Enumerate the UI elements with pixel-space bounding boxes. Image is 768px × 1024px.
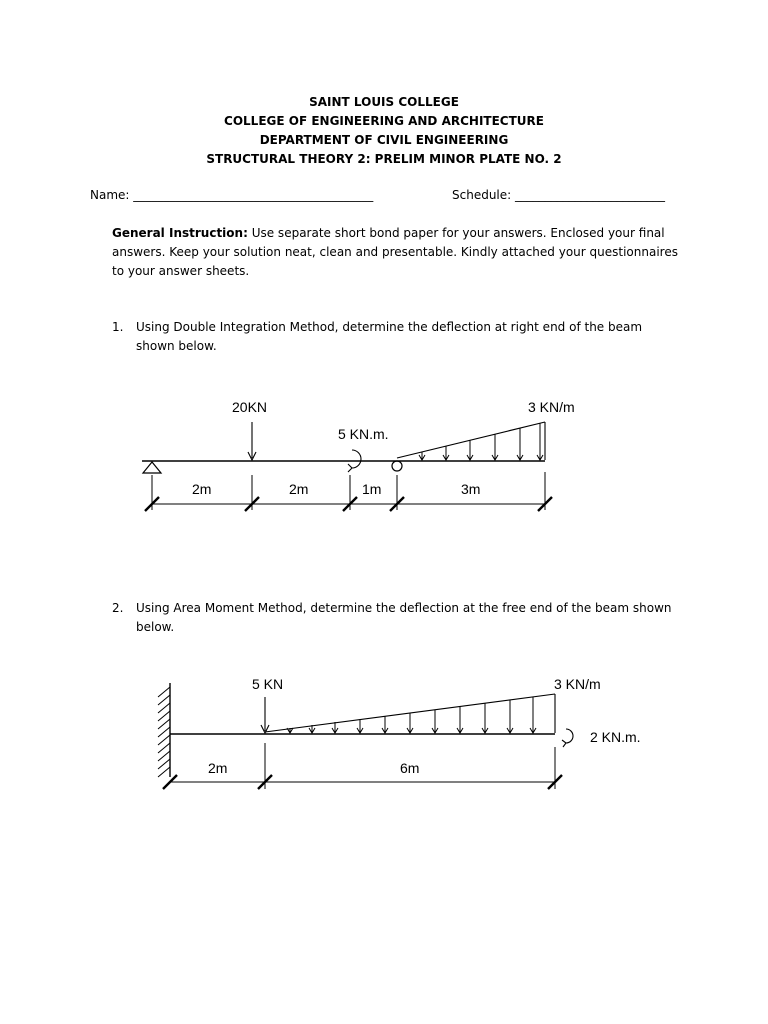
college-name: SAINT LOUIS COLLEGE	[309, 95, 459, 109]
moment-arrow	[352, 450, 361, 468]
dim-label-1: 2m	[208, 760, 228, 776]
department-name: DEPARTMENT OF CIVIL ENGINEERING	[259, 133, 509, 147]
question-number: 2.	[112, 601, 124, 615]
dim-label-2: 6m	[400, 760, 420, 776]
dim-label-2: 2m	[289, 481, 309, 497]
moment-label: 5 KN.m.	[338, 426, 389, 442]
dim-label-1: 2m	[192, 481, 212, 497]
distributed-load-label: 3 KN/m	[554, 676, 601, 692]
beam-diagram-2	[0, 665, 768, 805]
pin-support	[143, 462, 161, 473]
instruction-label: General Instruction:	[112, 226, 248, 240]
name-label: Name:	[90, 188, 130, 202]
schedule-field	[452, 186, 665, 205]
point-load-label: 5 KN	[252, 676, 284, 692]
college-of-engineering: COLLEGE OF ENGINEERING AND ARCHITECTURE	[224, 114, 544, 128]
schedule-blank: _________________________	[515, 188, 666, 202]
moment-arrow	[566, 729, 573, 743]
question-text: Using Area Moment Method, determine the deflection at the free end of the beam shown below.	[136, 601, 672, 634]
point-load-label: 20KN	[232, 399, 268, 415]
name-field	[90, 186, 373, 205]
schedule-label: Schedule:	[452, 188, 512, 202]
instruction-text: Use separate short bond paper for your answers. Enclosed your final answers. Keep your solution neat, clean and presentable. Kindly attached your questionnaires to your answer sheets.	[112, 226, 678, 278]
dim-label-3: 1m	[362, 481, 382, 497]
question-number: 1.	[112, 320, 124, 334]
distributed-load-arrows	[419, 423, 543, 460]
dim-label-4: 3m	[461, 481, 481, 497]
roller-support	[392, 461, 402, 471]
plate-title: STRUCTURAL THEORY 2: PRELIM MINOR PLATE NO. 2	[206, 152, 562, 166]
question-2	[112, 599, 682, 639]
name-blank: ________________________________________	[133, 188, 374, 202]
distributed-load-label: 3 KN/m	[528, 399, 575, 415]
moment-label: 2 KN.m.	[590, 729, 641, 745]
beam-diagram-1	[0, 380, 768, 530]
question-text: Using Double Integration Method, determine the deflection at right end of the beam shown below.	[136, 320, 643, 353]
question-1	[112, 318, 682, 358]
distributed-load-arrows	[287, 697, 536, 733]
general-instruction	[112, 224, 682, 281]
